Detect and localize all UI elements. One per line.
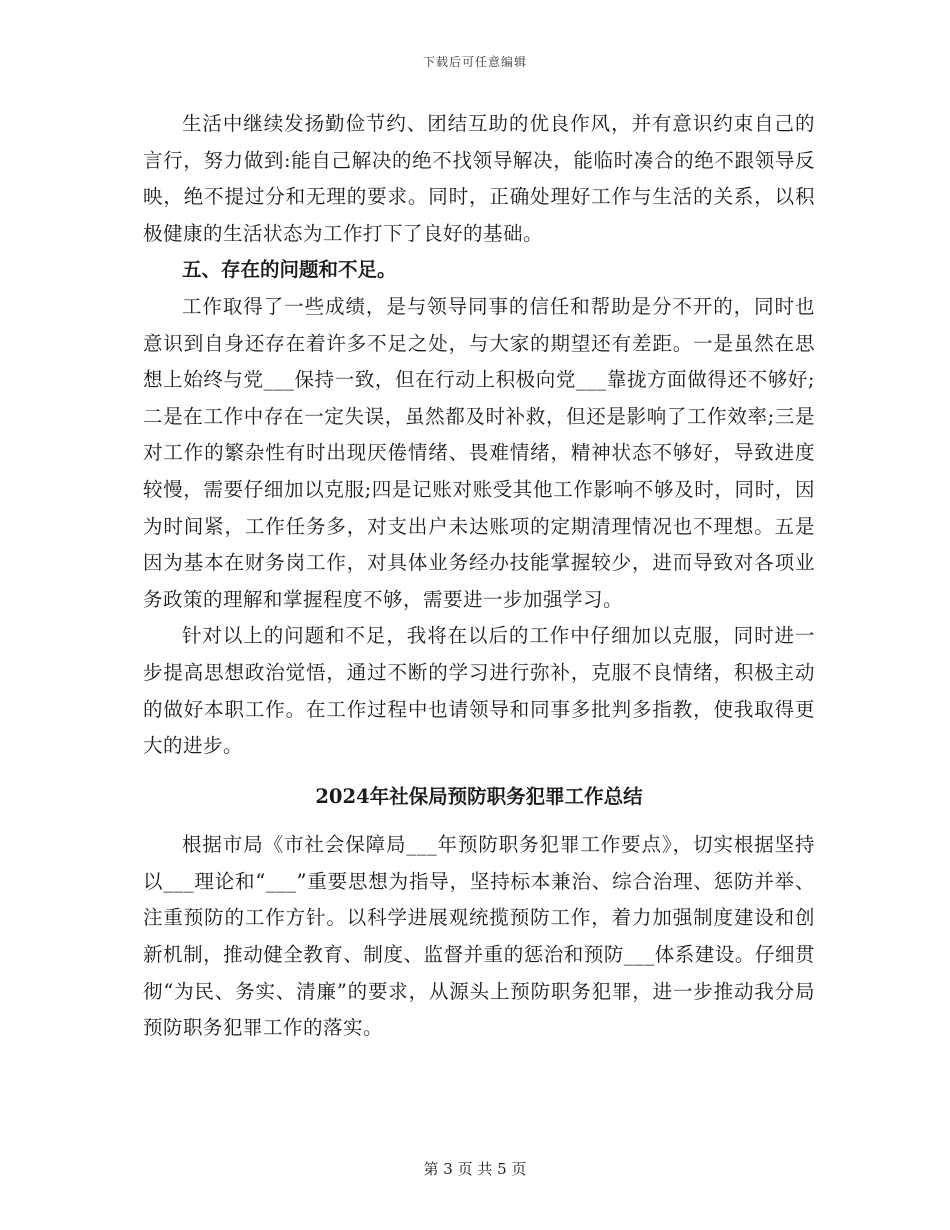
- page-header-note: 下载后可任意编辑: [422, 55, 527, 69]
- section-heading-problems: 五、存在的问题和不足。: [182, 258, 397, 282]
- paragraph-problems: 工作取得了一些成绩，是与领导同事的信任和帮助是分不开的，同时也意识到自身还存在着许多不足之处，与大家的期望还有差距。一是虽然在思想上始终与党___保持一致，但在行动上积极向党___靠拢方面做得还不够好;二是在工作中存在一定失误，虽然都及时补救，但还是影响了工作效率;三是对工作的繁杂性有时出现厌倦情绪、畏难情绪，精神状态不够好，导致进度较慢，需要仔细加以克服;四是记账对账受其他工作影响不够及时，同时，因为时间紧，工作任务多，对支出户未达账项的定期清理情况也不理想。五是因为基本在财务岗工作，对具体业务经办技能掌握较少，进而导致对各项业务政策的理解和掌握程度不够，需要进一步加强学习。: [143, 294, 815, 611]
- document-body: [143, 106, 815, 1047]
- paragraph-prevention-plan: 根据市局《市社会保障局___年预防职务犯罪工作要点》，切实根据坚持以___理论和“___”重要思想为指导，坚持标本兼治、综合治理、惩防并举、注重预防的工作方针。以科学进展观统揽预防工作，着力加强制度建设和创新机制，推动健全教育、制度、监督并重的惩治和预防___体系建设。仔细贯彻“为民、务实、清廉”的要求，从源头上预防职务犯罪，进一步推动我分局预防职务犯罪工作的落实。: [143, 833, 815, 1040]
- article-title: 2024年社保局预防职务犯罪工作总结: [315, 784, 643, 808]
- paragraph-improvement: 针对以上的问题和不足，我将在以后的工作中仔细加以克服，同时进一步提高思想政治觉悟，通过不断的学习进行弥补，克服不良情绪，积极主动的做好本职工作。在工作过程中也请领导和同事多批判多指教，使我取得更大的进步。: [143, 624, 815, 758]
- paragraph-life-conduct: 生活中继续发扬勤俭节约、团结互助的优良作风，并有意识约束自己的言行，努力做到:能自己解决的绝不找领导解决，能临时凑合的绝不跟领导反映，绝不提过分和无理的要求。同时，正确处理好工作与生活的关系，以积极健康的生活状态为工作打下了良好的基础。: [143, 112, 815, 245]
- page-footer-number: 第 3 页 共 5 页: [423, 1160, 527, 1178]
